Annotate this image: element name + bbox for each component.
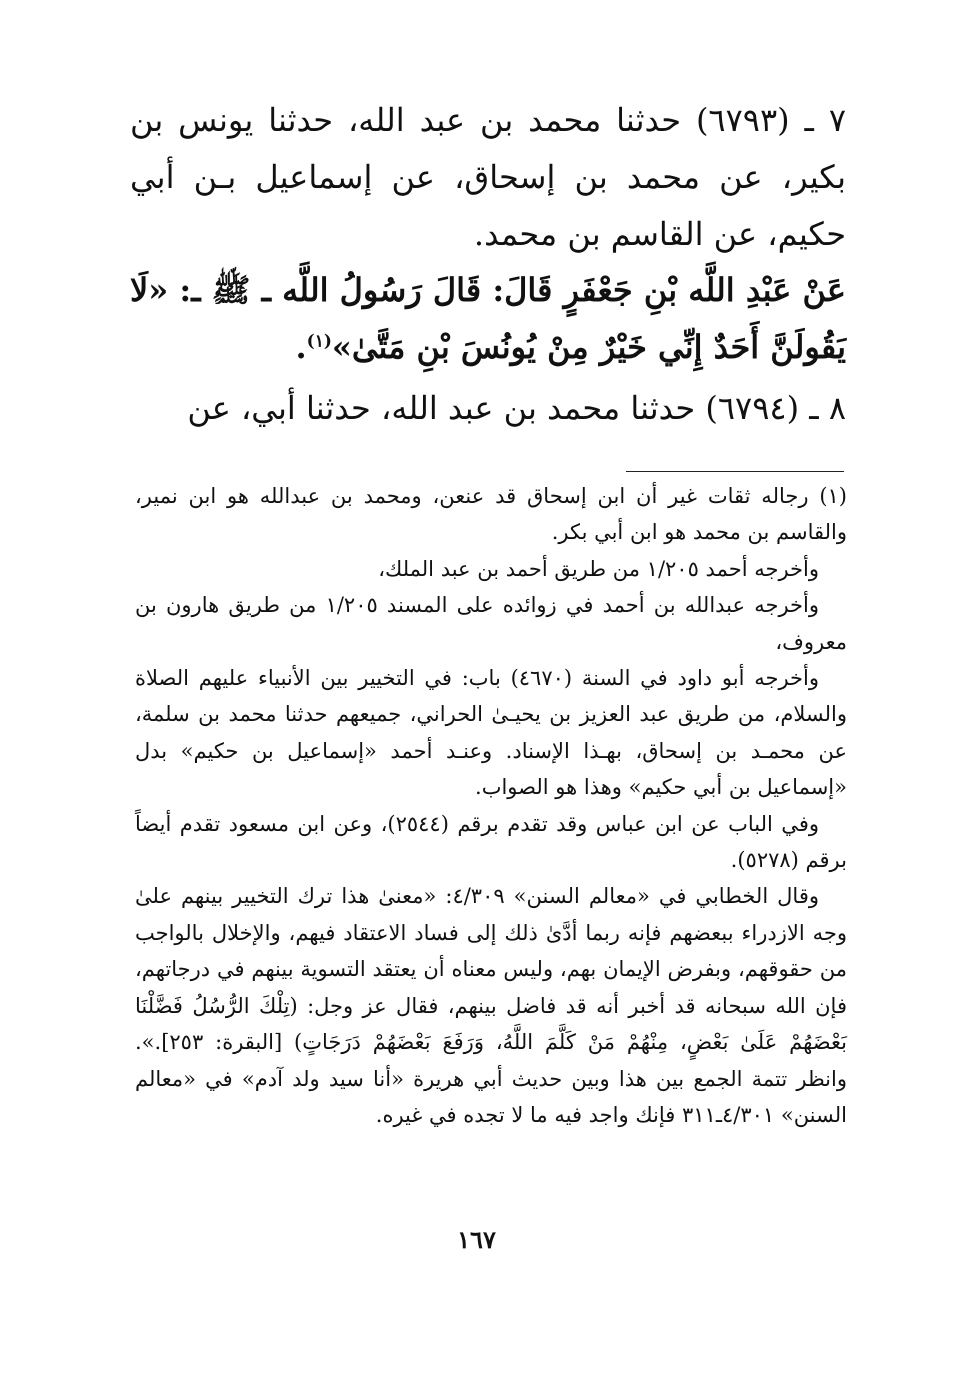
footnotes	[135, 478, 847, 1133]
footnote-bab: وفي الباب عن ابن عباس وقد تقدم برقم (٢٥٤٤)، وعن ابن مسعود تقدم أيضاً برقم (٥٢٧٨).	[135, 811, 847, 873]
footnote-abdullah: وأخرجه عبدالله بن أحمد في زوائده على المسند ١/٢٠٥ من طريق هارون بن معروف،	[135, 593, 847, 654]
footnote-khattabi: وقال الخطابي في «معالم السنن» ٤/٣٠٩: «معنىٰ هذا ترك التخيير بينهم علىٰ وجه الازدراء ببعضهم فإنه ربما أدَّىٰ ذلك إلى فساد الاعتقاد فيهم، والإخلال بالواجب من حقوقهم، وبفرض الإيمان بهم، وليس معناه أن يعتقد التسوية بينهم في درجاتهم، فإن الله سبحانه قد أخبر أنه قد فاضل بينهم، فقال عز وجل: (تِلْكَ الرُّسُلُ فَضَّلْنَا بَعْضَهُمْ عَلَىٰ بَعْضٍ، مِنْهُمْ مَنْ كَلَّمَ اللَّهُ، وَرَفَعَ بَعْضَهُمْ دَرَجَاتٍ) [البقرة: ٢٥٣].». وانظر تتمة الجمع بين هذا وبين حديث أبي هريرة «أنا سيد ولد آدم» في «معالم السنن» ٤/٣٠١ـ٣١١ فإنك واجد فيه ما لا تجده في غيره.	[135, 884, 847, 1127]
footnote-1: (١) رجاله ثقات غير أن ابن إسحاق قد عنعن، ومحمد بن عبدالله هو ابن نمير، والقاسم بن محمد هو ابن أبي بكر.	[135, 484, 847, 545]
hadith-text-end: .	[295, 328, 307, 366]
footnote-abu-dawud: وأخرجه أبو داود في السنة (٤٦٧٠) باب: في التخيير بين الأنبياء عليهم الصلاة والسلام، من طريق عبد العزيز بن يحيـىٰ الحراني، جميعهم حدثنا محمد بن سلمة، عن محمـد بن إسحاق، بهـذا الإسناد. وعنـد أحمد «إسماعيل بن حكيم» بدل «إسماعيل بن أبي حكيم» وهذا هو الصواب.	[135, 666, 847, 800]
footnote-reference: (١)	[306, 331, 332, 352]
hadith-text-body: عَنْ عَبْدِ اللَّه بْنِ جَعْفَرٍ قَالَ: قَالَ رَسُولُ اللَّه ـ ﷺ ـ: «لَا يَقُولَنَّ أَحَدٌ إِنِّي خَيْرٌ مِنْ يُونُسَ بْنِ مَتَّىٰ»	[130, 271, 846, 366]
hadith-chain-8: ٨ ـ (٦٧٩٤) حدثنا محمد بن عبد الله، حدثنا أبي، عن	[187, 389, 846, 427]
hadith-text	[130, 262, 846, 376]
footnote-ahmad: وأخرجه أحمد ١/٢٠٥ من طريق أحمد بن عبد الملك،	[378, 556, 819, 581]
hadith-chain-7: ٧ ـ (٦٧٩٣) حدثنا محمد بن عبد الله، حدثنا يونس بن بكير، عن محمد بن إسحاق، عن إسماعيل بـن أبي حكيم، عن القاسم بن محمد.	[130, 101, 846, 253]
page-number: ١٦٧	[457, 1225, 496, 1254]
footnote-separator	[626, 471, 844, 472]
